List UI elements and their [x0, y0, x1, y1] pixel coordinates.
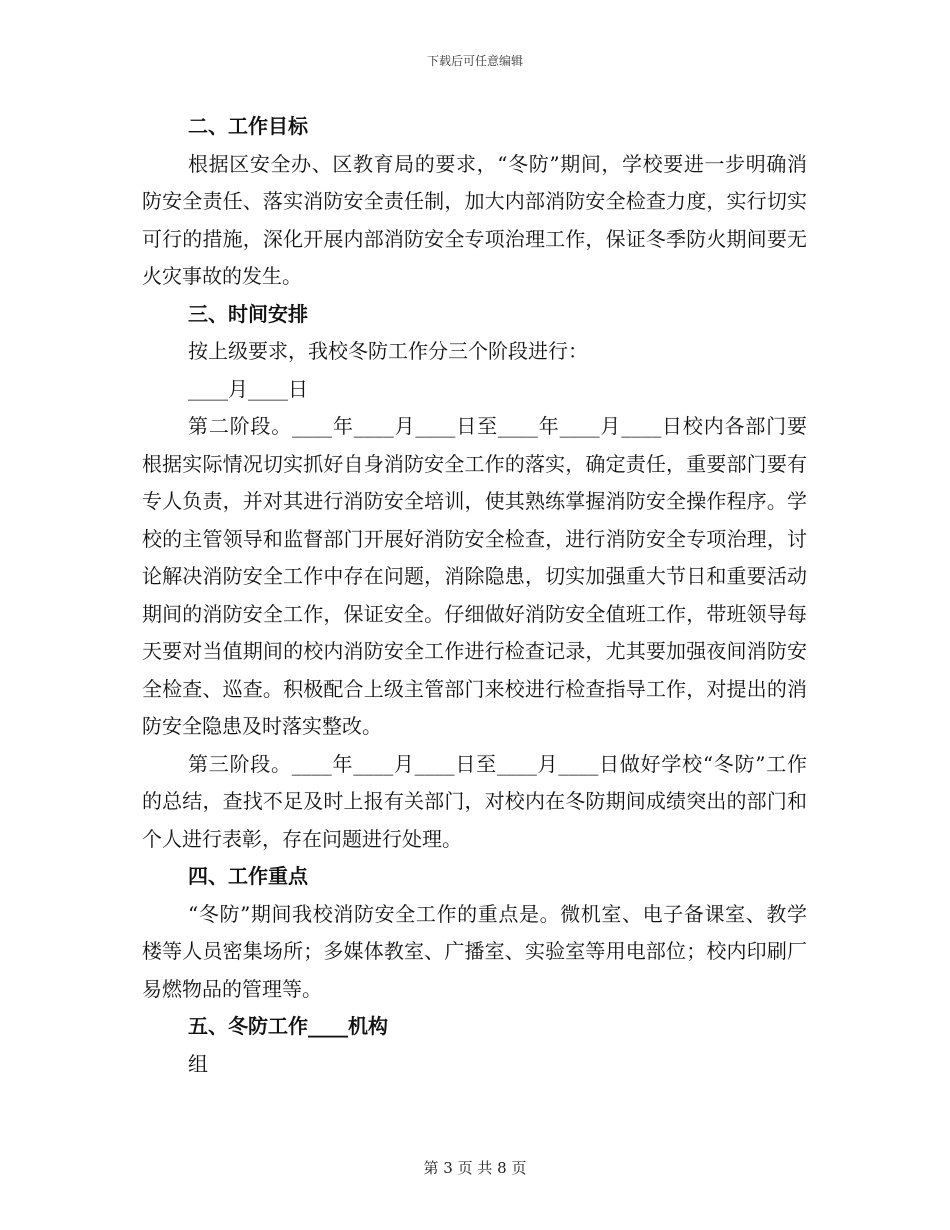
paragraph-date-blank: ____月____日 [188, 376, 308, 401]
paragraph-stage-three: 第三阶段。____年____月____日至____月____日做好学校“冬防”工作的总结，查找不足及时上报有关部门，对校内在冬防期间成绩突出的部门和个人进行表彰，存在问题进行处理。 [142, 751, 807, 851]
paragraph-goals: 根据区安全办、区教育局的要求，“冬防”期间，学校要进一步明确消防安全责任、落实消防安全责任制，加大内部消防安全检查力度，实行切实可行的措施，深化开展内部消防安全专项治理工作，保证冬季防火期间要无火灾事故的发生。 [142, 151, 807, 288]
paragraph-focus: “冬防”期间我校消防安全工作的重点是。微机室、电子备课室、教学楼等人员密集场所；多媒体教室、广播室、实验室等用电部位；校内印刷厂易燃物品的管理等。 [142, 901, 807, 1001]
page-footer-number: 第 3 页 共 8 页 [423, 1159, 527, 1177]
paragraph-organization-start: 组 [188, 1051, 208, 1076]
document-body [142, 108, 807, 1083]
paragraph-stage-two: 第二阶段。____年____月____日至____年____月____日校内各部门要根据实际情况切实抓好自身消防安全工作的落实，确定责任，重要部门要有专人负责，并对其进行消防安全培训，使其熟练掌握消防安全操作程序。学校的主管领导和监督部门开展好消防安全检查，进行消防安全专项治理，讨论解决消防安全工作中存在问题，消除隐患，切实加强重大节日和重要活动期间的消防安全工作，保证安全。仔细做好消防安全值班工作，带班领导每天要对当值期间的校内消防安全工作进行检查记录，尤其要加强夜间消防安全检查、巡查。积极配合上级主管部门来校进行检查指导工作，对提出的消防安全隐患及时落实整改。 [142, 414, 807, 738]
section-heading-schedule: 三、时间安排 [188, 301, 308, 326]
section-heading-focus: 四、工作重点 [188, 864, 308, 888]
page-header-note: 下载后可任意编辑 [426, 54, 523, 68]
section-heading-organization: 五、冬防工作____机构 [188, 1014, 388, 1038]
section-heading-goals: 二、工作目标 [188, 114, 308, 138]
paragraph-schedule-intro: 按上级要求，我校冬防工作分三个阶段进行： [188, 339, 588, 363]
